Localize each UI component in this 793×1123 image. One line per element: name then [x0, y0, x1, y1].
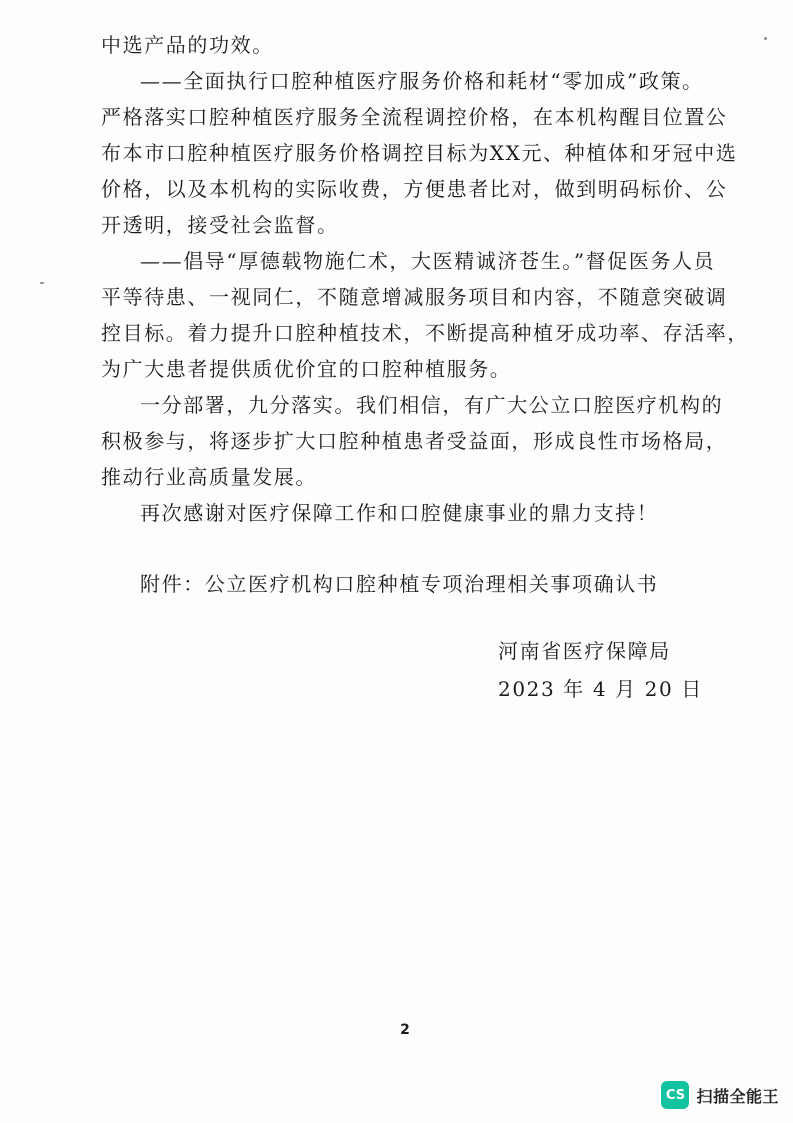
body-line: 价格，以及本机构的实际收费，方便患者比对，做到明码标价、公: [101, 177, 728, 201]
scan-speck: [764, 37, 767, 40]
scanner-watermark: [661, 1081, 779, 1109]
body-line: 积极参与，将逐步扩大口腔种植患者受益面，形成良性市场格局，: [101, 429, 728, 453]
camscanner-logo-icon: CS: [661, 1081, 689, 1109]
page-number: 2: [400, 1022, 410, 1038]
body-line: 开透明，接受社会监督。: [101, 213, 339, 237]
signature-organization: 河南省医疗保障局: [498, 639, 671, 663]
body-line: 一分部署，九分落实。我们相信，有广大公立口腔医疗机构的: [140, 393, 724, 417]
body-line: 中选产品的功效。: [101, 33, 274, 57]
signature-date: 2023 年 4 月 20 日: [498, 677, 703, 701]
body-line: 布本市口腔种植医疗服务价格调控目标为XX元、种植体和牙冠中选: [101, 141, 738, 165]
watermark-app-name: 扫描全能王: [696, 1086, 779, 1106]
body-line: ——倡导“厚德载物施仁术，大医精诚济苍生。”督促医务人员: [140, 249, 716, 273]
body-line: 平等待患、一视同仁，不随意增减服务项目和内容，不随意突破调: [101, 285, 728, 309]
body-line: 严格落实口腔种植医疗服务全流程调控价格，在本机构醒目位置公: [101, 105, 728, 129]
attachment-line: 附件：公立医疗机构口腔种植专项治理相关事项确认书: [140, 572, 659, 596]
closing-line: 再次感谢对医疗保障工作和口腔健康事业的鼎力支持！: [140, 501, 659, 525]
body-line: 为广大患者提供质优价宜的口腔种植服务。: [101, 357, 512, 381]
body-line: 推动行业高质量发展。: [101, 465, 317, 489]
body-line: ——全面执行口腔种植医疗服务价格和耗材“零加成”政策。: [140, 69, 704, 93]
scan-speck: [40, 282, 44, 284]
body-line: 控目标。着力提升口腔种植技术，不断提高种植牙成功率、存活率，: [101, 321, 749, 345]
